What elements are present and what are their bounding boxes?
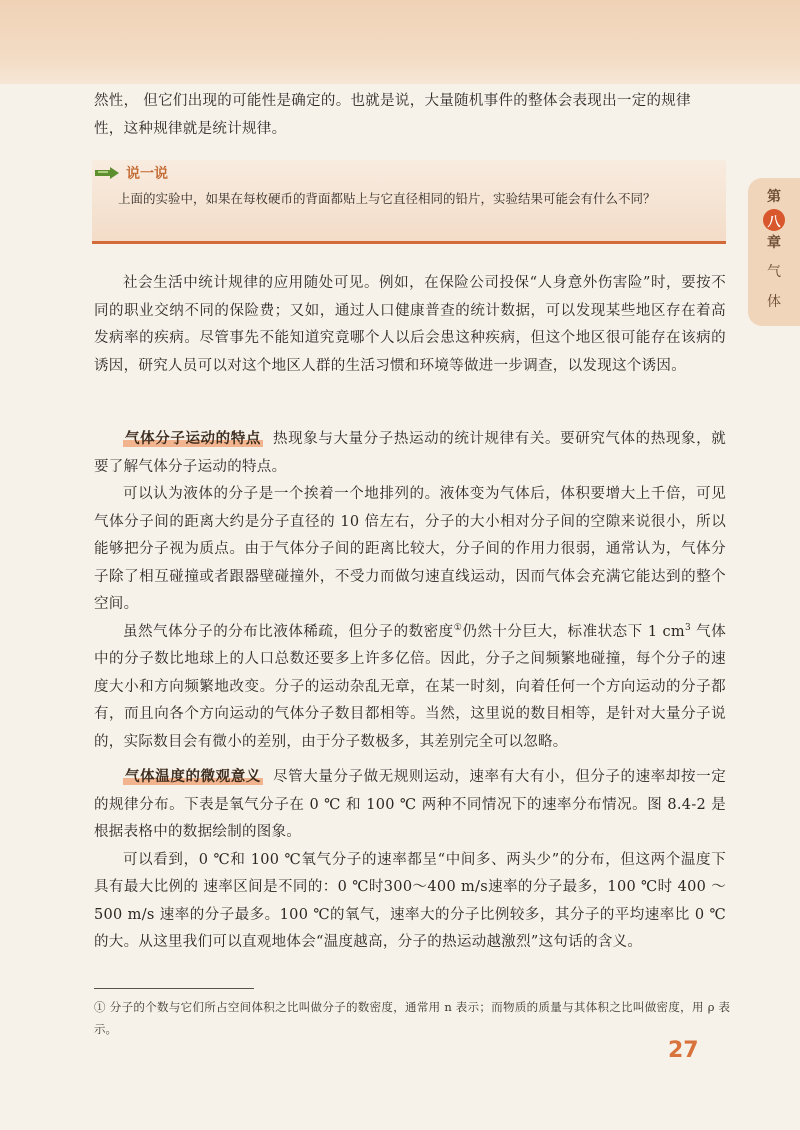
section-gas-molecule-motion xyxy=(94,426,726,756)
paragraph-3-part-c: 气体中的分子数比地球上的人口总数还要多上许多亿倍。因此，分子之间频繁地碰撞，每个分子的速度大小和方向频繁地改变。分子的运动杂乱无章，在某一时刻，向着任何一个方向运动的分子都有，而且向各个方向运动的气体分子数目都相等。当然，这里说的数目相等，是针对大量分子说的，实际数目会有微小的差别，由于分子数极多，其差别完全可以忽略。 xyxy=(94,623,726,750)
section2-lead-paragraph xyxy=(94,764,726,847)
header-band xyxy=(0,0,800,84)
discuss-header xyxy=(94,163,168,183)
paragraph-3-part-a: 虽然气体分子的分布比液体稀疏，但分子的数密度 xyxy=(123,623,454,640)
intro-line-1: 然性， 但它们出现的可能性是确定的。也就是说，大量随机事件的整体会表现出一定的规律 xyxy=(94,93,691,109)
section2-lead: 尽管大量分子做无规则运动，速率有大有小，但分子的速率却按一定的规律分布。下表是氧气分子在 0 ℃ 和 100 ℃ 两种不同情况下的速率分布情况。图 8.4-2 是根据表格中的数据绘制的图象。 xyxy=(94,769,726,840)
paragraph-3 xyxy=(94,619,726,757)
section1-lead: 热现象与大量分子热运动的统计规律有关。要研究气体的热现象，就要了解气体分子运动的特点。 xyxy=(94,431,726,475)
chapter-title-ti: 体 xyxy=(767,294,781,310)
discuss-title: 说一说 xyxy=(126,166,168,182)
section2-heading: 气体温度的微观意义 xyxy=(125,769,261,785)
intro-line-2: 性，这种规律就是统计规律。 xyxy=(94,120,287,137)
paragraph-1: 社会生活中统计规律的应用随处可见。例如，在保险公司投保“人身意外伤害险”时，要按不同的职业交纳不同的保险费；又如，通过人口健康普查的统计数据，可以发现某些地区存在着高发病率的疾病。尽管事先不能知道究竟哪个人以后会患这种疾病，但这个地区很可能存在该病的诱因，研究人员可以对这个地区人群的生活习惯和环境等做进一步调查，以发现这个诱因。 xyxy=(94,275,726,374)
paragraph-4: 可以看到，0 ℃和 100 ℃氧气分子的速率都呈“中间多、两头少”的分布，但这两个温度下具有最大比例的 速率区间是不同的：0 ℃时300～400 m/s速率的分子最多，100 ℃时 400 ～500 m/s 速率的分子最多。100 ℃的氧气，速率大的分子比例较多，其分子的平均速率比 0 ℃的大。从这里我们可以直观地体会“温度越高，分子的热运动越激烈”这句话的含义。 xyxy=(94,851,726,950)
discuss-question: 上面的实验中，如果在每枚硬币的背面都贴上与它直径相同的铅片，实验结果可能会有什么不同？ xyxy=(118,191,656,206)
chapter-label-zhang: 章 xyxy=(767,235,781,251)
footnote-divider xyxy=(94,988,254,989)
section1-lead-paragraph xyxy=(94,426,726,481)
section-gas-temperature xyxy=(94,764,726,957)
paragraph-statistics-application xyxy=(94,270,726,380)
footnote: ① 分子的个数与它们所占空间体积之比叫做分子的数密度，通常用 n 表示；而物质的质量与其体积之比叫做密度，用 ρ 表示。 xyxy=(94,1000,730,1036)
cube-superscript: 3 xyxy=(684,622,692,633)
section1-heading: 气体分子运动的特点 xyxy=(125,431,261,447)
paragraph-3-part-b: 仍然十分巨大，标准状态下 1 cm xyxy=(462,623,685,640)
arrow-pencil-icon xyxy=(94,167,120,179)
intro-paragraph xyxy=(94,88,726,143)
footnote-marker: ① xyxy=(453,622,463,633)
page-number: 27 xyxy=(668,1038,699,1063)
chapter-side-tab xyxy=(748,178,800,326)
chapter-label-di: 第 xyxy=(767,189,781,205)
chapter-number-badge: 八 xyxy=(763,209,785,231)
discuss-box xyxy=(92,160,726,244)
chapter-title-qi: 气 xyxy=(767,264,781,280)
paragraph-2: 可以认为液体的分子是一个挨着一个地排列的。液体变为气体后，体积要增大上千倍，可见气体分子间的距离大约是分子直径的 10 倍左右，分子的大小相对分子间的空隙来说很小，所以能够把分子视为质点。由于气体分子间的距离比较大，分子间的作用力很弱，通常认为，气体分子除了相互碰撞或者跟器壁碰撞外，不受力而做匀速直线运动，因而气体会充满它能达到的整个空间。 xyxy=(94,486,726,612)
